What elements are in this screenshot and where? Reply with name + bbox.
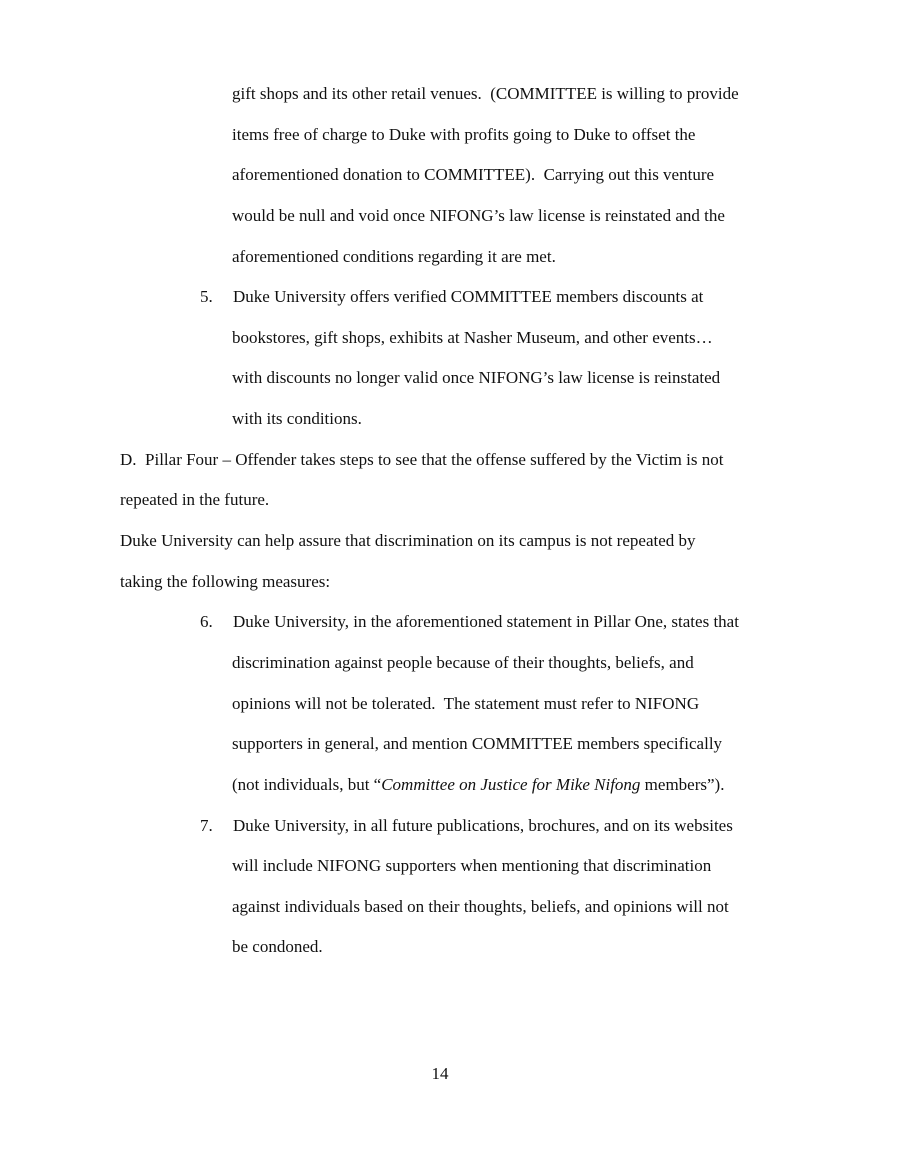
- list-item-6-number: 6.: [200, 612, 213, 632]
- item4-continuation-line: items free of charge to Duke with profits going to Duke to offset the: [232, 124, 696, 144]
- intro-paragraph-line: taking the following measures:: [120, 571, 331, 591]
- document-body: [0, 74, 900, 968]
- list-item-6-line: discrimination against people because of their thoughts, beliefs, and: [232, 652, 694, 672]
- list-item-5-line: with its conditions.: [232, 409, 362, 429]
- list-item-7-first-line: [200, 806, 900, 847]
- list-item-6-line: opinions will not be tolerated. The statement must refer to NIFONG: [232, 693, 700, 713]
- list-item-6-line: supporters in general, and mention COMMITTEE members specifically: [232, 734, 723, 754]
- item4-continuation-line: aforementioned donation to COMMITTEE). Carrying out this venture: [232, 165, 715, 185]
- list-item-7-number: 7.: [200, 815, 213, 835]
- list-item-6-final-italic: Committee on Justice for Mike Nifong: [381, 774, 641, 794]
- list-item-5-line: bookstores, gift shops, exhibits at Nasher Museum, and other events…: [232, 327, 713, 347]
- list-item-5-first-line: [200, 277, 900, 318]
- item4-continuation-line: aforementioned conditions regarding it are met.: [232, 246, 556, 266]
- list-item-7-text: Duke University, in all future publications, brochures, and on its websites: [233, 815, 733, 835]
- list-item-5-line: with discounts no longer valid once NIFONG’s law license is reinstated: [232, 368, 721, 388]
- intro-paragraph-line: Duke University can help assure that discrimination on its campus is not repeated by: [120, 531, 696, 551]
- list-item-7-line: against individuals based on their thoughts, beliefs, and opinions will not: [232, 896, 729, 916]
- list-item-6-text: Duke University, in the aforementioned statement in Pillar One, states that: [233, 612, 739, 632]
- list-item-5-text: Duke University offers verified COMMITTEE members discounts at: [233, 287, 704, 307]
- item4-continuation-line: gift shops and its other retail venues. (COMMITTEE is willing to provide: [232, 84, 739, 103]
- item4-continuation-line: would be null and void once NIFONG’s law license is reinstated and the: [232, 205, 725, 225]
- list-item-5-number: 5.: [200, 287, 213, 307]
- section-d-heading-line: D. Pillar Four – Offender takes steps to see that the offense suffered by the Victim is not: [120, 449, 724, 469]
- list-item-7-line: be condoned.: [232, 937, 323, 957]
- list-item-6-final-post: members”).: [640, 774, 725, 794]
- list-item-6-first-line: [200, 602, 900, 643]
- section-d-heading-line: repeated in the future.: [120, 490, 270, 510]
- page-number: 14: [431, 1064, 449, 1083]
- list-item-6-final-line: [232, 765, 900, 806]
- list-item-6-final-pre: (not individuals, but “: [232, 774, 382, 794]
- list-item-7-line: will include NIFONG supporters when mentioning that discrimination: [232, 856, 712, 876]
